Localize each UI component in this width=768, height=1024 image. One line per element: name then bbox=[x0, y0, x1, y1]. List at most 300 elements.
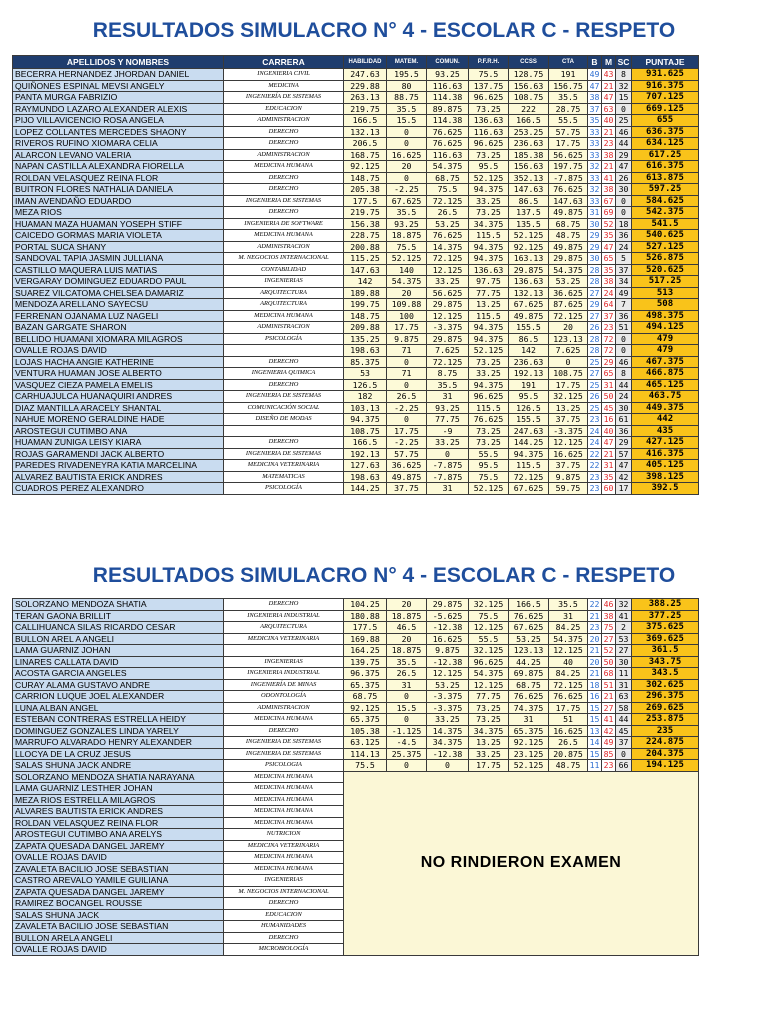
score-habilidad: 144.25 bbox=[344, 483, 387, 495]
total-score: 377.25 bbox=[632, 610, 699, 622]
count-buenas: 23 bbox=[588, 471, 602, 483]
score-ccss: 222 bbox=[509, 103, 549, 115]
count-buenas: 25 bbox=[588, 356, 602, 368]
count-malas: 16 bbox=[602, 414, 616, 426]
count-sin-contestar: 37 bbox=[616, 264, 632, 276]
score-comunicacion: -3.375 bbox=[427, 702, 469, 714]
score-comunicacion: 12.125 bbox=[427, 668, 469, 680]
score-pfrh: 12.125 bbox=[469, 622, 509, 634]
count-malas: 24 bbox=[602, 287, 616, 299]
score-cta: 35.5 bbox=[549, 92, 588, 104]
count-sin-contestar: 53 bbox=[616, 633, 632, 645]
score-ccss: 29.875 bbox=[509, 264, 549, 276]
count-buenas: 33 bbox=[588, 172, 602, 184]
score-comunicacion: 89.875 bbox=[427, 103, 469, 115]
table-row bbox=[13, 414, 699, 426]
table-row bbox=[13, 402, 699, 414]
score-habilidad: 219.75 bbox=[344, 207, 387, 219]
score-pfrh: 96.625 bbox=[469, 391, 509, 403]
page-title: RESULTADOS SIMULACRO N° 4 - ESCOLAR C - RESPETO bbox=[92, 19, 676, 42]
score-ccss: 236.63 bbox=[509, 356, 549, 368]
count-buenas: 23 bbox=[588, 414, 602, 426]
career: DERECHO bbox=[224, 898, 344, 910]
score-cta: 32.125 bbox=[549, 391, 588, 403]
score-ccss: 123.13 bbox=[509, 645, 549, 657]
column-header: PUNTAJE bbox=[632, 56, 699, 69]
count-buenas: 26 bbox=[588, 391, 602, 403]
score-habilidad: 198.63 bbox=[344, 471, 387, 483]
career: DERECHO bbox=[224, 207, 344, 219]
student-name: CASTILLO MAQUERA LUIS MATIAS bbox=[13, 264, 224, 276]
count-malas: 47 bbox=[602, 241, 616, 253]
score-ccss: 128.75 bbox=[509, 69, 549, 81]
count-malas: 65 bbox=[602, 253, 616, 265]
student-name: BULLON AREL A ANGELI bbox=[13, 633, 224, 645]
score-pfrh: 76.625 bbox=[469, 414, 509, 426]
count-buenas: 26 bbox=[588, 322, 602, 334]
total-score: 916.375 bbox=[632, 80, 699, 92]
count-sin-contestar: 8 bbox=[616, 69, 632, 81]
score-habilidad: 65.375 bbox=[344, 679, 387, 691]
student-name: RAMIREZ BOCANGEL ROUSSE bbox=[13, 898, 224, 910]
score-pfrh: 95.5 bbox=[469, 460, 509, 472]
career: COMUNICACIÓN SOCIAL bbox=[224, 402, 344, 414]
score-ccss: 67.625 bbox=[509, 483, 549, 495]
score-matematica: 71 bbox=[387, 368, 427, 380]
score-pfrh: 73.25 bbox=[469, 207, 509, 219]
count-malas: 45 bbox=[602, 402, 616, 414]
score-pfrh: 97.75 bbox=[469, 276, 509, 288]
student-name: ZAVALETA BACILIO JOSE SEBASTIAN bbox=[13, 921, 224, 933]
student-name: PORTAL SUCA SHANY bbox=[13, 241, 224, 253]
student-name: PIJO VILLAVICENCIO ROSA ANGELA bbox=[13, 115, 224, 127]
score-matematica: 46.5 bbox=[387, 622, 427, 634]
career: DISEÑO DE MODAS bbox=[224, 414, 344, 426]
score-matematica: 0 bbox=[387, 714, 427, 726]
score-cta: -7.875 bbox=[549, 172, 588, 184]
count-buenas: 29 bbox=[588, 241, 602, 253]
score-matematica: 35.5 bbox=[387, 103, 427, 115]
count-buenas: 15 bbox=[588, 748, 602, 760]
score-habilidad: 92.125 bbox=[344, 161, 387, 173]
table-row bbox=[13, 69, 699, 81]
score-comunicacion: -3.375 bbox=[427, 322, 469, 334]
count-sin-contestar: 32 bbox=[616, 80, 632, 92]
score-ccss: 352.13 bbox=[509, 172, 549, 184]
score-habilidad: 139.75 bbox=[344, 656, 387, 668]
total-score: 269.625 bbox=[632, 702, 699, 714]
table-row bbox=[13, 448, 699, 460]
score-pfrh: 32.125 bbox=[469, 645, 509, 657]
score-cta: 54.375 bbox=[549, 264, 588, 276]
career: ADMINISTRACION bbox=[224, 241, 344, 253]
score-matematica: 9.875 bbox=[387, 333, 427, 345]
count-malas: 63 bbox=[602, 103, 616, 115]
career bbox=[224, 345, 344, 357]
score-matematica: 0 bbox=[387, 760, 427, 772]
count-buenas: 13 bbox=[588, 725, 602, 737]
student-name: SALAS SHUNA JACK ANDRE bbox=[13, 760, 224, 772]
career: EDUCACION bbox=[224, 909, 344, 921]
column-header: B bbox=[588, 56, 602, 69]
score-ccss: 135.5 bbox=[509, 218, 549, 230]
score-pfrh: 136.63 bbox=[469, 264, 509, 276]
table-row bbox=[13, 714, 699, 726]
score-comunicacion: -7.875 bbox=[427, 460, 469, 472]
career: PSICOLOGÍA bbox=[224, 483, 344, 495]
score-matematica: -2.25 bbox=[387, 184, 427, 196]
score-comunicacion: 72.125 bbox=[427, 195, 469, 207]
count-sin-contestar: 46 bbox=[616, 126, 632, 138]
total-score: 405.125 bbox=[632, 460, 699, 472]
count-malas: 50 bbox=[602, 391, 616, 403]
score-comunicacion: 33.25 bbox=[427, 437, 469, 449]
score-habilidad: 198.63 bbox=[344, 345, 387, 357]
score-habilidad: 147.63 bbox=[344, 264, 387, 276]
count-malas: 52 bbox=[602, 645, 616, 657]
score-cta: 17.75 bbox=[549, 702, 588, 714]
career: INGENIERIAS bbox=[224, 276, 344, 288]
score-cta: 156.75 bbox=[549, 80, 588, 92]
score-cta: 35.5 bbox=[549, 599, 588, 611]
total-score: 449.375 bbox=[632, 402, 699, 414]
student-name: OVALLE ROJAS DAVID bbox=[13, 852, 224, 864]
career: MEDICINA HUMANA bbox=[224, 714, 344, 726]
score-comunicacion: 26.5 bbox=[427, 207, 469, 219]
count-malas: 31 bbox=[602, 379, 616, 391]
score-pfrh: 33.25 bbox=[469, 748, 509, 760]
count-buenas: 28 bbox=[588, 276, 602, 288]
score-cta: 84.25 bbox=[549, 622, 588, 634]
student-name: ZAVALETA BACILIO JOSE SEBASTIAN bbox=[13, 863, 224, 875]
total-score: 597.25 bbox=[632, 184, 699, 196]
student-name: CASTRO AREVALO YAMILE GUILIANA bbox=[13, 875, 224, 887]
count-sin-contestar: 25 bbox=[616, 115, 632, 127]
count-malas: 43 bbox=[602, 69, 616, 81]
student-name: FERRENAN OJANAMA LUZ NAGELI bbox=[13, 310, 224, 322]
score-habilidad: 148.75 bbox=[344, 172, 387, 184]
score-habilidad: 108.75 bbox=[344, 425, 387, 437]
student-name: LOJAS HACHA ANGIE KATHERINE bbox=[13, 356, 224, 368]
student-name: VASQUEZ CIEZA PAMELA EMELIS bbox=[13, 379, 224, 391]
score-matematica: 16.625 bbox=[387, 149, 427, 161]
career: MEDICINA HUMANA bbox=[224, 794, 344, 806]
total-score: 398.125 bbox=[632, 471, 699, 483]
results-table-2 bbox=[12, 598, 699, 956]
score-matematica: 0 bbox=[387, 691, 427, 703]
score-matematica: 109.88 bbox=[387, 299, 427, 311]
count-sin-contestar: 5 bbox=[616, 253, 632, 265]
score-ccss: 185.38 bbox=[509, 149, 549, 161]
career: MEDICINA HUMANA bbox=[224, 852, 344, 864]
total-score: 375.625 bbox=[632, 622, 699, 634]
score-cta: 40 bbox=[549, 656, 588, 668]
score-cta: 0 bbox=[549, 356, 588, 368]
count-buenas: 16 bbox=[588, 691, 602, 703]
score-habilidad: 263.13 bbox=[344, 92, 387, 104]
score-pfrh: 94.375 bbox=[469, 379, 509, 391]
count-malas: 75 bbox=[602, 622, 616, 634]
column-header: CCSS bbox=[509, 56, 549, 69]
score-matematica: 25.375 bbox=[387, 748, 427, 760]
score-matematica: 36.625 bbox=[387, 460, 427, 472]
score-cta: 29.875 bbox=[549, 253, 588, 265]
student-name: ROLDAN VELASQUEZ REINA FLOR bbox=[13, 172, 224, 184]
total-score: 442 bbox=[632, 414, 699, 426]
table-row bbox=[13, 276, 699, 288]
score-ccss: 253.25 bbox=[509, 126, 549, 138]
score-comunicacion: 16.625 bbox=[427, 633, 469, 645]
table-row bbox=[13, 679, 699, 691]
score-ccss: 132.13 bbox=[509, 287, 549, 299]
career: INGENIERIA DE SISTEMAS bbox=[224, 391, 344, 403]
score-matematica: 0 bbox=[387, 172, 427, 184]
count-malas: 40 bbox=[602, 115, 616, 127]
score-habilidad: 132.13 bbox=[344, 126, 387, 138]
count-buenas: 31 bbox=[588, 207, 602, 219]
career: PSICOLOGÍA bbox=[224, 333, 344, 345]
score-cta: 48.75 bbox=[549, 230, 588, 242]
count-sin-contestar: 36 bbox=[616, 230, 632, 242]
column-header: MATEM. bbox=[387, 56, 427, 69]
score-cta: 87.625 bbox=[549, 299, 588, 311]
score-pfrh: 137.75 bbox=[469, 80, 509, 92]
table-row bbox=[13, 668, 699, 680]
student-name: BAZAN GARGATE SHARON bbox=[13, 322, 224, 334]
score-habilidad: 189.88 bbox=[344, 287, 387, 299]
count-malas: 69 bbox=[602, 207, 616, 219]
table-row bbox=[13, 126, 699, 138]
score-cta: 51 bbox=[549, 714, 588, 726]
score-matematica: 195.5 bbox=[387, 69, 427, 81]
total-score: 427.125 bbox=[632, 437, 699, 449]
count-buenas: 35 bbox=[588, 115, 602, 127]
score-cta: 13.25 bbox=[549, 402, 588, 414]
score-cta: 36.625 bbox=[549, 287, 588, 299]
score-cta: 84.25 bbox=[549, 668, 588, 680]
student-name: IMAN AVENDAÑO EDUARDO bbox=[13, 195, 224, 207]
student-name: CALLIHUANCA SILAS RICARDO CESAR bbox=[13, 622, 224, 634]
score-ccss: 166.5 bbox=[509, 599, 549, 611]
table-row bbox=[13, 379, 699, 391]
score-matematica: 0 bbox=[387, 356, 427, 368]
table-row bbox=[13, 241, 699, 253]
count-buenas: 29 bbox=[588, 299, 602, 311]
score-matematica: 35.5 bbox=[387, 207, 427, 219]
score-pfrh: 73.25 bbox=[469, 437, 509, 449]
count-buenas: 21 bbox=[588, 645, 602, 657]
score-comunicacion: 54.375 bbox=[427, 161, 469, 173]
score-ccss: 69.875 bbox=[509, 668, 549, 680]
count-malas: 31 bbox=[602, 460, 616, 472]
count-malas: 23 bbox=[602, 138, 616, 150]
score-cta: 31 bbox=[549, 610, 588, 622]
total-score: 617.25 bbox=[632, 149, 699, 161]
count-buenas: 22 bbox=[588, 460, 602, 472]
count-malas: 67 bbox=[602, 195, 616, 207]
count-malas: 35 bbox=[602, 230, 616, 242]
score-comunicacion: 76.625 bbox=[427, 230, 469, 242]
career: INGENIERIAS bbox=[224, 656, 344, 668]
score-pfrh: 94.375 bbox=[469, 184, 509, 196]
score-cta: 20.875 bbox=[549, 748, 588, 760]
total-score: 463.75 bbox=[632, 391, 699, 403]
table-row bbox=[13, 264, 699, 276]
score-habilidad: 114.13 bbox=[344, 748, 387, 760]
total-score: 392.5 bbox=[632, 483, 699, 495]
count-malas: 21 bbox=[602, 126, 616, 138]
score-habilidad: 127.63 bbox=[344, 460, 387, 472]
count-malas: 47 bbox=[602, 92, 616, 104]
career: INGENIERIA DE SISTEMAS bbox=[224, 737, 344, 749]
score-comunicacion: 29.875 bbox=[427, 599, 469, 611]
header-row bbox=[13, 56, 699, 69]
score-cta: 68.75 bbox=[549, 218, 588, 230]
score-pfrh: 55.5 bbox=[469, 448, 509, 460]
career: MEDICINA HUMANA bbox=[224, 863, 344, 875]
score-comunicacion: -12.38 bbox=[427, 622, 469, 634]
score-pfrh: 73.25 bbox=[469, 714, 509, 726]
score-pfrh: 52.125 bbox=[469, 345, 509, 357]
score-comunicacion: 76.625 bbox=[427, 126, 469, 138]
count-sin-contestar: 7 bbox=[616, 299, 632, 311]
student-name: LOPEZ COLLANTES MERCEDES SHAONY bbox=[13, 126, 224, 138]
count-malas: 72 bbox=[602, 333, 616, 345]
score-pfrh: 94.375 bbox=[469, 333, 509, 345]
count-malas: 29 bbox=[602, 356, 616, 368]
career: INGENIERÍA DE MINAS bbox=[224, 679, 344, 691]
count-buenas: 33 bbox=[588, 138, 602, 150]
score-ccss: 68.75 bbox=[509, 679, 549, 691]
score-habilidad: 68.75 bbox=[344, 691, 387, 703]
score-habilidad: 115.25 bbox=[344, 253, 387, 265]
total-score: 253.875 bbox=[632, 714, 699, 726]
count-buenas: 21 bbox=[588, 668, 602, 680]
count-buenas: 15 bbox=[588, 714, 602, 726]
score-cta: 49.875 bbox=[549, 207, 588, 219]
score-pfrh: 96.625 bbox=[469, 656, 509, 668]
score-habilidad: 105.38 bbox=[344, 725, 387, 737]
count-sin-contestar: 46 bbox=[616, 356, 632, 368]
student-name: BECERRA HERNANDEZ JHORDAN DANIEL bbox=[13, 69, 224, 81]
count-buenas: 27 bbox=[588, 368, 602, 380]
career: ARQUITECTURA bbox=[224, 299, 344, 311]
score-ccss: 144.25 bbox=[509, 437, 549, 449]
score-comunicacion: 0 bbox=[427, 448, 469, 460]
count-malas: 50 bbox=[602, 656, 616, 668]
count-malas: 38 bbox=[602, 610, 616, 622]
score-comunicacion: 31 bbox=[427, 483, 469, 495]
career: MEDICINA HUMANA bbox=[224, 806, 344, 818]
score-matematica: 15.5 bbox=[387, 702, 427, 714]
table-row bbox=[13, 149, 699, 161]
column-header: M bbox=[602, 56, 616, 69]
score-pfrh: 32.125 bbox=[469, 599, 509, 611]
count-malas: 41 bbox=[602, 172, 616, 184]
column-header: CARRERA bbox=[224, 56, 344, 69]
score-cta: 76.625 bbox=[549, 691, 588, 703]
student-name: HUAMAN MAZA HUAMAN YOSEPH STIFF bbox=[13, 218, 224, 230]
score-habilidad: 182 bbox=[344, 391, 387, 403]
score-comunicacion: 34.375 bbox=[427, 737, 469, 749]
score-cta: 147.63 bbox=[549, 195, 588, 207]
student-name: VERGARAY DOMINGUEZ EDUARDO PAUL bbox=[13, 276, 224, 288]
score-comunicacion: 56.625 bbox=[427, 287, 469, 299]
score-comunicacion: 77.75 bbox=[427, 414, 469, 426]
score-pfrh: 52.125 bbox=[469, 172, 509, 184]
score-matematica: 49.875 bbox=[387, 471, 427, 483]
count-sin-contestar: 27 bbox=[616, 645, 632, 657]
score-cta: 37.75 bbox=[549, 460, 588, 472]
student-name: NAPAN CASTILLA ALEXANDRA FIORELLA bbox=[13, 161, 224, 173]
career: MEDICINA VETERINARIA bbox=[224, 840, 344, 852]
score-habilidad: 166.5 bbox=[344, 115, 387, 127]
score-matematica: 26.5 bbox=[387, 668, 427, 680]
student-name: AROSTEGUI CUTIMBO ANA bbox=[13, 425, 224, 437]
total-score: 655 bbox=[632, 115, 699, 127]
count-buenas: 25 bbox=[588, 379, 602, 391]
count-buenas: 11 bbox=[588, 760, 602, 772]
student-name: PANTA MURGA FABRIZIO bbox=[13, 92, 224, 104]
table-row bbox=[13, 195, 699, 207]
table-row bbox=[13, 184, 699, 196]
score-habilidad: 94.375 bbox=[344, 414, 387, 426]
count-sin-contestar: 57 bbox=[616, 448, 632, 460]
score-habilidad: 205.38 bbox=[344, 184, 387, 196]
score-ccss: 86.5 bbox=[509, 195, 549, 207]
score-comunicacion: 93.25 bbox=[427, 69, 469, 81]
score-matematica: 54.375 bbox=[387, 276, 427, 288]
score-comunicacion: 72.125 bbox=[427, 253, 469, 265]
score-matematica: 17.75 bbox=[387, 425, 427, 437]
score-habilidad: 75.5 bbox=[344, 760, 387, 772]
score-pfrh: 94.375 bbox=[469, 322, 509, 334]
count-buenas: 24 bbox=[588, 425, 602, 437]
table-row bbox=[13, 333, 699, 345]
score-ccss: 23.125 bbox=[509, 748, 549, 760]
student-name: SALAS SHUNA JACK bbox=[13, 909, 224, 921]
score-cta: 16.625 bbox=[549, 725, 588, 737]
score-comunicacion: 53.25 bbox=[427, 679, 469, 691]
count-buenas: 22 bbox=[588, 599, 602, 611]
count-sin-contestar: 58 bbox=[616, 702, 632, 714]
total-score: 361.5 bbox=[632, 645, 699, 657]
student-name: ALVAREZ BAUTISTA ERICK ANDRES bbox=[13, 471, 224, 483]
count-malas: 35 bbox=[602, 264, 616, 276]
career: INGENIERIA DE SISTEMAS bbox=[224, 448, 344, 460]
table-row bbox=[13, 460, 699, 472]
career: HUMANIDADES bbox=[224, 921, 344, 933]
student-name: ROJAS GARAMENDI JACK ALBERTO bbox=[13, 448, 224, 460]
table-row bbox=[13, 645, 699, 657]
career: INGENIERIA INDUSTRIAL bbox=[224, 668, 344, 680]
score-cta: 108.75 bbox=[549, 368, 588, 380]
score-comunicacion: 14.375 bbox=[427, 725, 469, 737]
score-ccss: 31 bbox=[509, 714, 549, 726]
career: M. NEGOCIOS INTERNACIONAL bbox=[224, 253, 344, 265]
score-cta: 26.5 bbox=[549, 737, 588, 749]
student-name: ALVARES BAUTISTA ERICK ANDRES bbox=[13, 806, 224, 818]
count-buenas: 14 bbox=[588, 737, 602, 749]
score-habilidad: 92.125 bbox=[344, 702, 387, 714]
career: INGENIERÍA DE SISTEMAS bbox=[224, 92, 344, 104]
total-score: 526.875 bbox=[632, 253, 699, 265]
count-sin-contestar: 41 bbox=[616, 610, 632, 622]
score-habilidad: 219.75 bbox=[344, 103, 387, 115]
score-habilidad: 247.63 bbox=[344, 69, 387, 81]
student-name: LLOCYA DE LA CRUZ JESUS bbox=[13, 748, 224, 760]
career: MEDICINA HUMANA bbox=[224, 817, 344, 829]
